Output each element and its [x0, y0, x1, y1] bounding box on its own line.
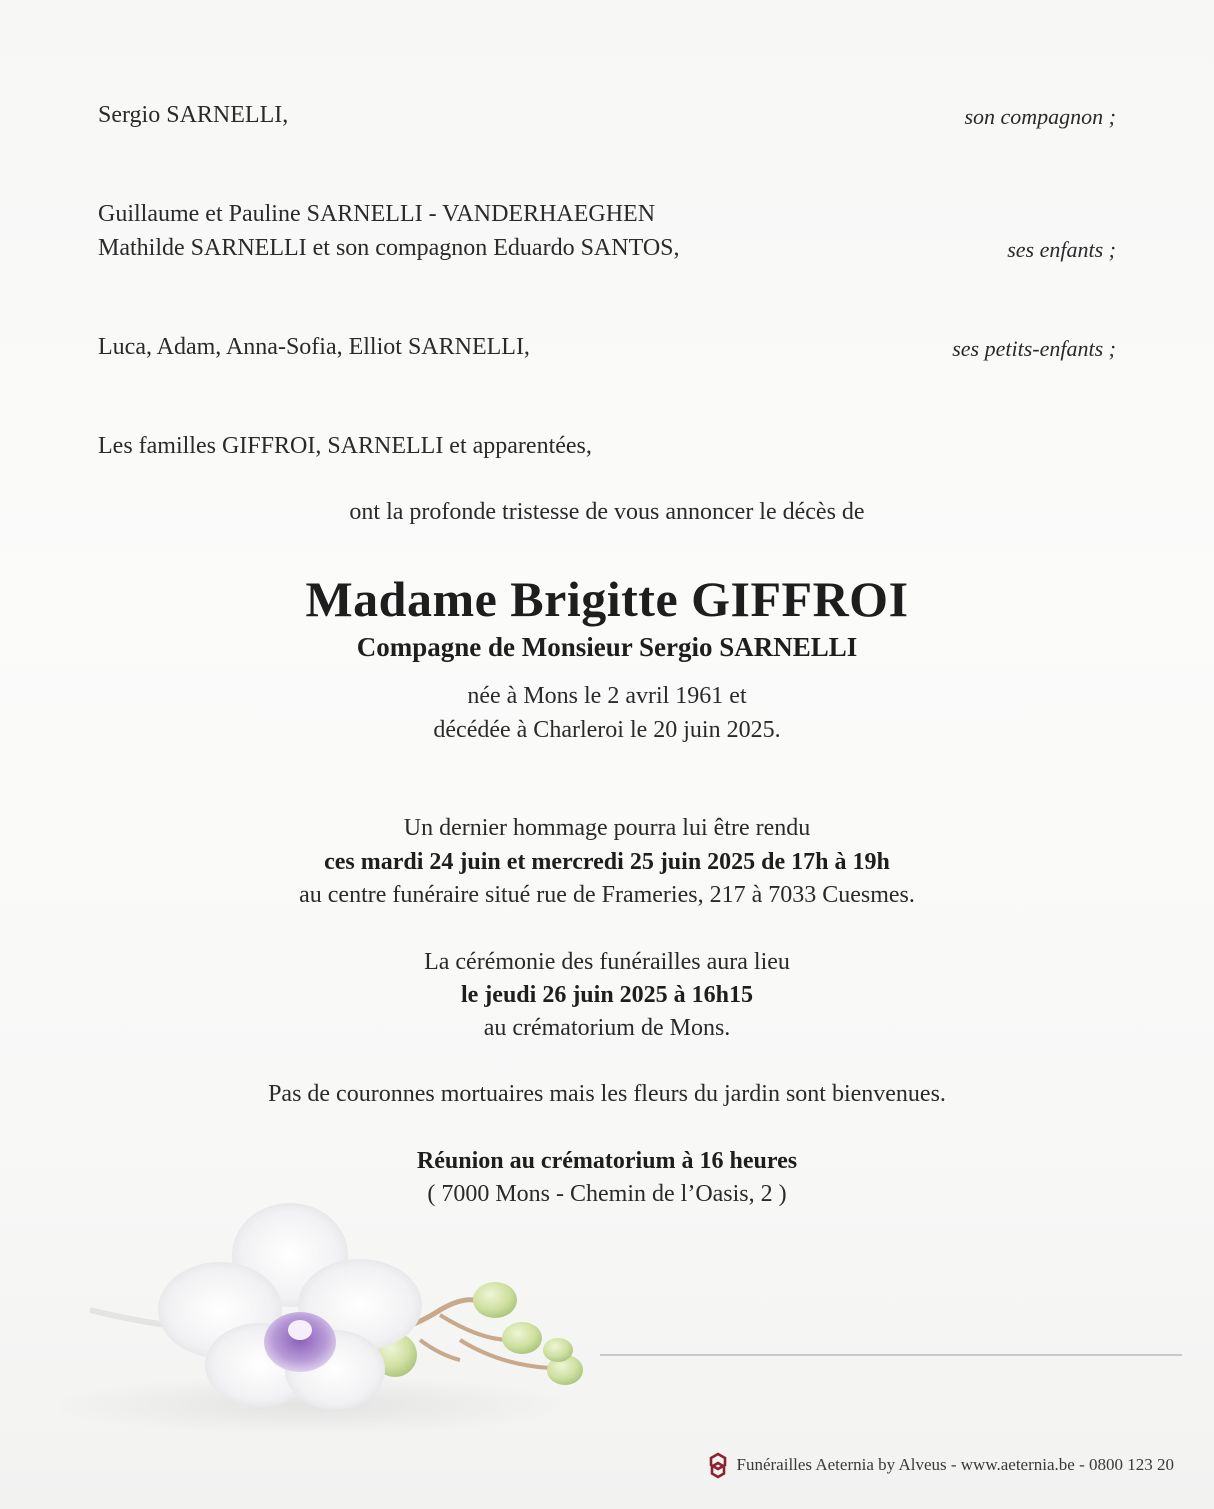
- family-name-line: Les familles GIFFROI, SARNELLI et apparentées,: [98, 433, 592, 459]
- birth-line: née à Mons le 2 avril 1961 et: [467, 683, 747, 709]
- family-name-line: Guillaume et Pauline SARNELLI - VANDERHAEGHEN: [98, 201, 656, 227]
- family-names-companion: [98, 98, 288, 132]
- flowers-note: Pas de couronnes mortuaires mais les fleurs du jardin sont bienvenues.: [268, 1081, 946, 1107]
- ceremony-line-2: le jeudi 26 juin 2025 à 16h15: [460, 982, 754, 1008]
- relation-label-companion: son compagnon ;: [964, 104, 1116, 129]
- family-name-line: Mathilde SARNELLI et son compagnon Eduardo SANTOS,: [98, 235, 680, 261]
- footer: [705, 1451, 1174, 1479]
- deceased-name: Madame Brigitte GIFFROI: [305, 571, 909, 627]
- family-names-families: [98, 429, 592, 463]
- meeting-line-1: Réunion au crématorium à 16 heures: [416, 1148, 798, 1174]
- ceremony-line-1: La cérémonie des funérailles aura lieu: [424, 949, 790, 975]
- orchid-illustration: [60, 1190, 620, 1450]
- aeternia-logo-icon: [705, 1451, 731, 1479]
- tribute-line-1: Un dernier hommage pourra lui être rendu: [403, 815, 811, 841]
- announcement-text: ont la profonde tristesse de vous annoncer le décès de: [349, 499, 865, 525]
- relation-label-grandchildren: ses petits-enfants ;: [952, 336, 1116, 361]
- bud: [473, 1282, 517, 1318]
- family-names-children: [98, 197, 680, 265]
- family-name-line: Luca, Adam, Anna-Sofia, Elliot SARNELLI,: [98, 334, 530, 360]
- tribute-line-3: au centre funéraire situé rue de Frameries, 217 à 7033 Cuesmes.: [299, 882, 915, 908]
- family-name-line: Sergio SARNELLI,: [98, 102, 289, 128]
- deceased-subtitle: Compagne de Monsieur Sergio SARNELLI: [356, 632, 858, 662]
- death-line: décédée à Charleroi le 20 juin 2025.: [433, 717, 781, 743]
- family-names-grandchildren: [98, 330, 530, 364]
- relation-label-children: ses enfants ;: [1007, 237, 1116, 262]
- meeting-line-2: ( 7000 Mons - Chemin de l’Oasis, 2 ): [427, 1181, 787, 1207]
- tribute-line-2: ces mardi 24 juin et mercredi 25 juin 2025 de 17h à 19h: [324, 849, 890, 875]
- ceremony-line-3: au crématorium de Mons.: [483, 1015, 731, 1041]
- divider-line: [600, 1354, 1182, 1356]
- footer-text: Funérailles Aeternia by Alveus - www.aeternia.be - 0800 123 20: [736, 1455, 1174, 1474]
